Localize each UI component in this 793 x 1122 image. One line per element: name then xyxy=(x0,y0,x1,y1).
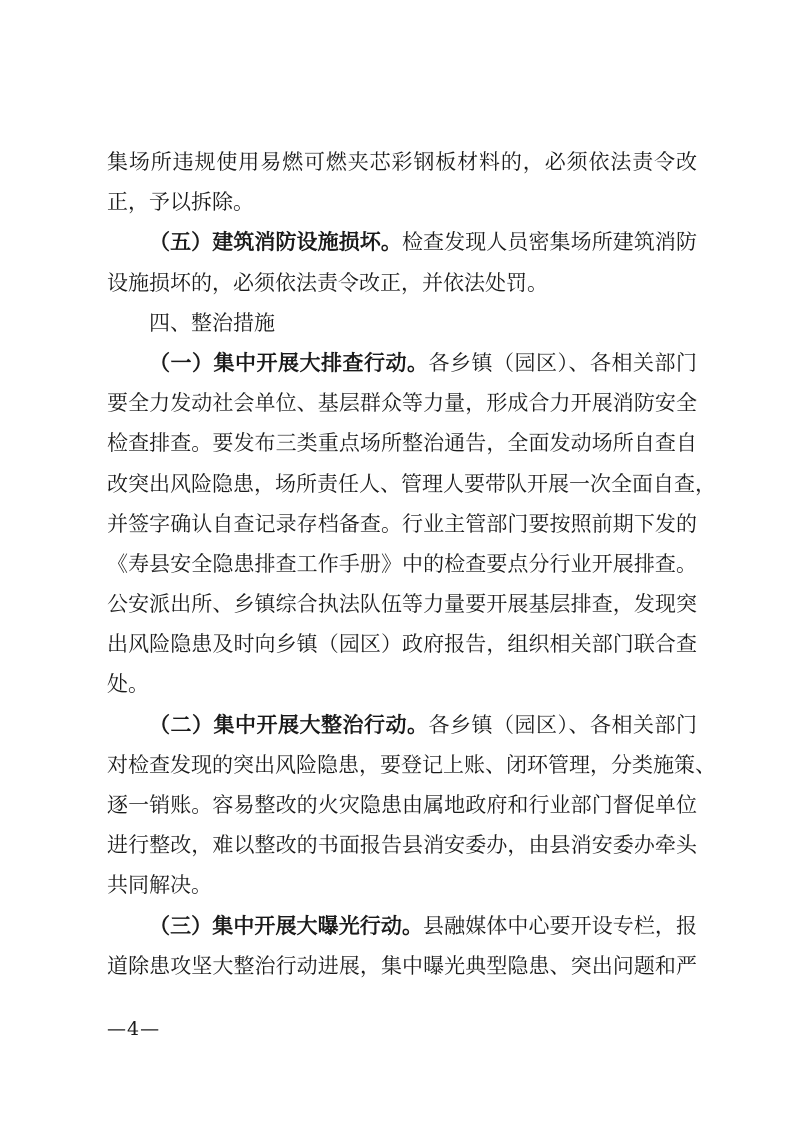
item1-title: （一）集中开展大排查行动。 xyxy=(149,350,429,375)
item5-text: 检查发现人员密集场所建筑消防 xyxy=(401,230,698,255)
text-line: 设施损坏的，必须依法责令改正，并依法处罚。 xyxy=(107,270,548,295)
text-line: 进行整改，难以整改的书面报告县消安委办，由县消安委办牵头 xyxy=(107,833,697,858)
item2-first-line xyxy=(107,713,697,737)
item2-title: （二）集中开展大整治行动。 xyxy=(149,712,429,737)
body-text xyxy=(107,150,716,994)
item1-first-line xyxy=(107,351,697,375)
text-line: 逐一销账。容易整改的火灾隐患由属地政府和行业部门督促单位 xyxy=(107,793,697,817)
item3-text: 县融媒体中心要开设专栏，报 xyxy=(423,913,698,938)
item2-text: 各乡镇（园区）、各相关部门 xyxy=(428,712,697,737)
text-line: 正，予以拆除。 xyxy=(107,190,254,215)
text-line: 公安派出所、乡镇综合执法队伍等力量要开展基层排查，发现突 xyxy=(107,592,697,617)
text-line: 检查排查。要发布三类重点场所整治通告，全面发动场所自查自 xyxy=(107,431,697,456)
text-line: 《寿县安全隐患排查工作手册》中的检查要点分行业开展排查。 xyxy=(107,551,697,576)
text-line: 集场所违规使用易燃可燃夹芯彩钢板材料的，必须依法责令改 xyxy=(107,150,697,174)
item5-first-line xyxy=(107,230,697,254)
text-line: 道除患攻坚大整治行动进展，集中曝光典型隐患、突出问题和严 xyxy=(107,953,697,978)
text-line: 改突出风险隐患，场所责任人、管理人要带队开展一次全面自查， xyxy=(107,471,716,496)
page-number: —4— xyxy=(107,1018,161,1040)
text-line: 对检查发现的突出风险隐患，要登记上账、闭环管理，分类施策、 xyxy=(107,752,716,777)
text-line: 共同解决。 xyxy=(107,873,212,898)
item1-text: 各乡镇（园区）、各相关部门 xyxy=(428,350,697,375)
item3-title: （三）集中开展大曝光行动。 xyxy=(149,913,424,938)
section-heading: 四、整治措施 xyxy=(149,310,275,335)
text-line: 要全力发动社会单位、基层群众等力量，形成合力开展消防安全 xyxy=(107,391,697,416)
item3-first-line xyxy=(107,914,697,938)
text-line: 并签字确认自查记录存档备查。行业主管部门要按照前期下发的 xyxy=(107,511,697,536)
item5-title: （五）建筑消防设施损坏。 xyxy=(149,230,402,255)
text-line: 出风险隐患及时向乡镇（园区）政府报告，组织相关部门联合查 xyxy=(107,632,697,657)
text-line: 处。 xyxy=(107,672,149,697)
